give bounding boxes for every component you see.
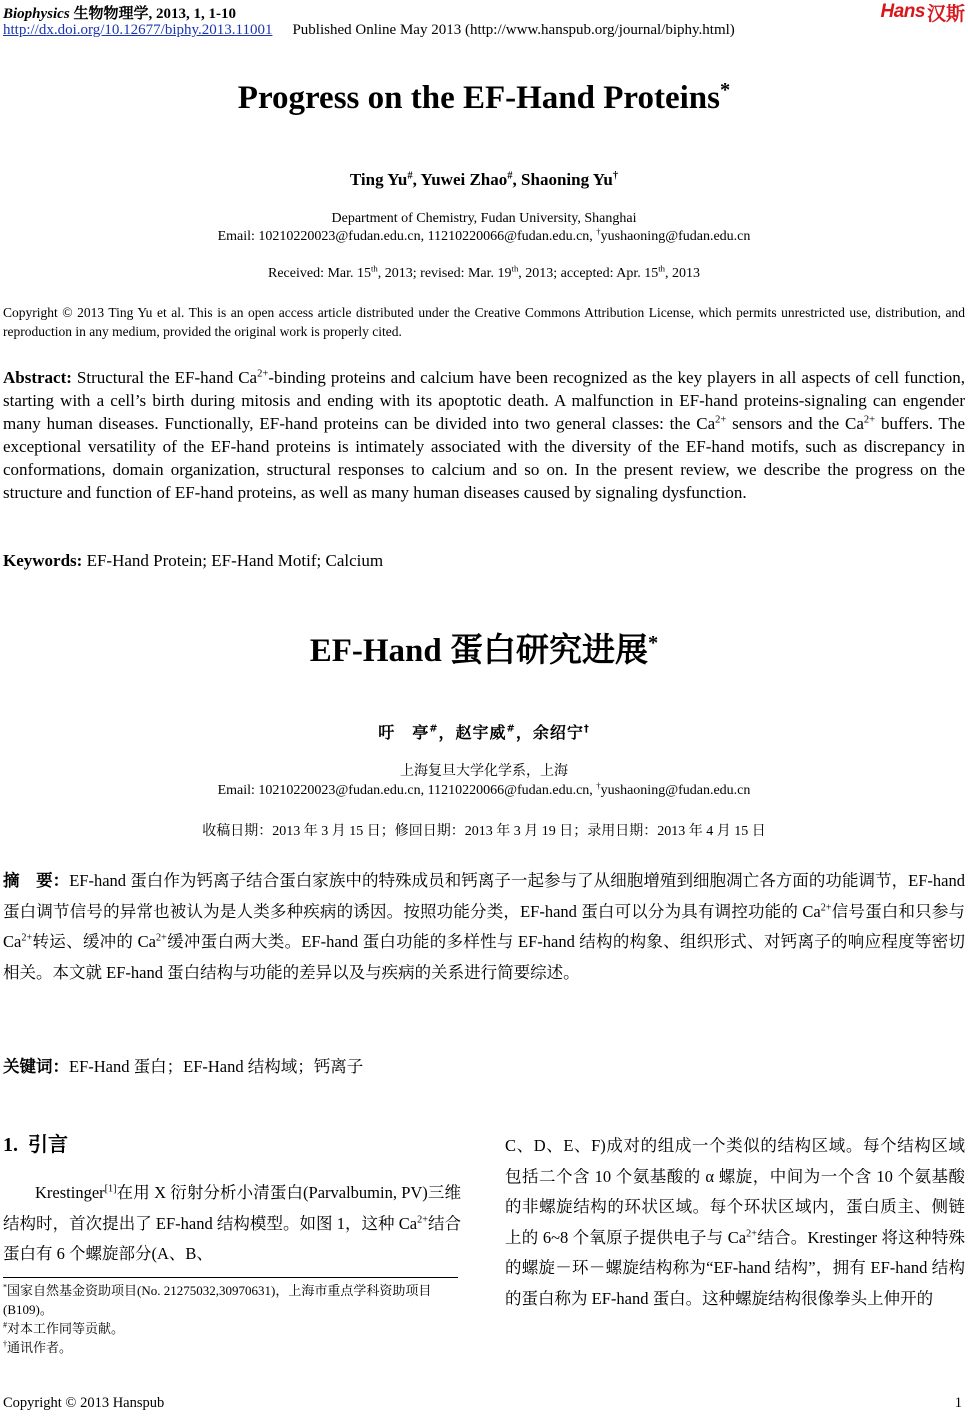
- ordinal: th: [511, 263, 519, 274]
- footnote-equal-contribution: [3, 1319, 461, 1338]
- footnote-corresponding: [3, 1338, 461, 1357]
- title-text-zh: EF-Hand 蛋白研究进展: [309, 633, 649, 669]
- abstract-label-zh: 摘 要：: [3, 871, 70, 890]
- title-text: Progress on the EF-Hand Proteins: [237, 80, 720, 116]
- page-number: 1: [954, 1395, 962, 1411]
- abstract-text-zh: 信号蛋白和只参与 Ca: [3, 901, 966, 951]
- superscript: 2+: [863, 414, 876, 426]
- abstract-label: Abstract:: [3, 368, 72, 387]
- author-2: Yuwei Zhao: [420, 170, 508, 189]
- superscript: 2+: [155, 932, 167, 944]
- received-part: , 2013; accepted: Apr. 15: [518, 266, 659, 281]
- author-sep: ,: [412, 170, 421, 189]
- superscript: 2+: [417, 1214, 428, 1225]
- section-title: 引言: [28, 1132, 68, 1156]
- copyright-notice: Copyright © 2013 Ting Yu et al. This is an open access article distributed under the Creative Commons Attribution License, which permits unrestricted use, distribution, and reproduction in any medium, provided the original work is properly cited.: [3, 305, 965, 339]
- email-line-zh: [0, 781, 968, 800]
- title-footnote-mark: *: [648, 632, 659, 654]
- author-sep: ,: [512, 170, 522, 189]
- doi-link[interactable]: http://dx.doi.org/10.12677/biphy.2013.11001: [3, 22, 273, 38]
- body-text: 结合蛋白有 6 个螺旋部分(A、B、: [3, 1213, 462, 1263]
- abstract-text-zh: 缓冲蛋白两大类。EF-hand 蛋白功能的多样性与 EF-hand 结构的构象、组织形式、对钙离子的响应程度等密切相关。本文就 EF-hand 蛋白结构与功能的差异以及与疾病的关系进行简要综述。: [3, 932, 965, 982]
- author-mark: #: [507, 170, 513, 182]
- footnote-text: 通讯作者。: [7, 1340, 73, 1355]
- abstract-text: buffers. The exceptional versatility of the EF-hand proteins is intimately associated with the diversity of the EF-hand motifs, such as discrepancy in conformations, domain organization, structural responses to calcium and so on. In the present review, we describe the progress on the structure and function of EF-hand proteins, as well as many human diseases caused by signaling dysfunction.: [3, 414, 965, 502]
- paper-title-en: [0, 80, 968, 117]
- abstract-en: [3, 366, 965, 504]
- footnote-mark: †: [3, 1339, 8, 1349]
- header-line: [3, 22, 735, 39]
- abstract-text: sensors and the Ca: [726, 414, 864, 433]
- footnotes: [3, 1281, 461, 1357]
- logo-text: Hans: [880, 1, 925, 22]
- author-1-zh: 吁 亭: [378, 723, 430, 742]
- journal-volume: , 2013, 1, 1-10: [148, 6, 236, 22]
- journal-name-en: Biophysics: [3, 6, 70, 22]
- received-part: Received: Mar. 15: [267, 266, 372, 281]
- body-text: 结合。Krestinger 将这种特殊的螺旋－环－螺旋结构称为“EF-hand 结构”，拥有 EF-hand 结构的蛋白称为 EF-hand 蛋白。这种螺旋结构很像拳头上伸开的: [505, 1227, 965, 1308]
- abstract-text: Structural the EF-hand Ca: [71, 368, 258, 387]
- keywords-zh: [3, 1053, 965, 1077]
- paper-title-zh: [0, 624, 968, 671]
- affiliation-en: [0, 210, 968, 246]
- section-heading: [3, 1128, 68, 1157]
- email-prefix: Email: 10210220023@fudan.edu.cn, 11210220066@fudan.edu.cn,: [217, 783, 597, 798]
- keywords-text: EF-Hand Protein; EF-Hand Motif; Calcium: [82, 551, 384, 570]
- email-last: yushaoning@fudan.edu.cn: [600, 229, 751, 244]
- abstract-zh: [3, 866, 965, 988]
- affiliation-text-zh: 上海复旦大学化学系，上海: [400, 764, 568, 779]
- affiliation-zh: [0, 762, 968, 800]
- section-number: 1.: [3, 1134, 18, 1156]
- author-mark: #: [506, 723, 516, 735]
- keywords-en: [3, 551, 965, 571]
- authors-en: [0, 170, 968, 190]
- authors-zh: [0, 720, 968, 743]
- abstract-text: -binding proteins and calcium have been recognized as the key players in all aspects of cell function, starting with a cell’s birth during mitosis and ending with its apoptotic death. A malfunction in EF-hand proteins-signaling can engender many human diseases. Functionally, EF-hand proteins can be divided into two general classes: the Ca: [3, 368, 965, 433]
- email-prefix: Email: 10210220023@fudan.edu.cn, 11210220066@fudan.edu.cn,: [217, 229, 597, 244]
- email-line-en: [0, 228, 968, 246]
- abstract-text-zh: 转运、缓冲的 Ca: [32, 932, 156, 951]
- received-dates-zh: 收稿日期：2013 年 3 月 15 日；修回日期：2013 年 3 月 19 日；录用日期：2013 年 4 月 15 日: [202, 824, 766, 839]
- author-mark: †: [583, 723, 590, 735]
- logo-hanzi: 汉斯: [926, 2, 965, 25]
- footnote-mark: *: [3, 1282, 8, 1292]
- ordinal: th: [658, 263, 665, 274]
- body-column-left: [3, 1178, 461, 1270]
- superscript: 2+: [820, 902, 832, 913]
- publisher-logo: [881, 1, 965, 23]
- body-text: Krestinger: [35, 1183, 105, 1202]
- footer-copyright: Copyright © 2013 Hanspub: [3, 1395, 165, 1411]
- received-dates-en: [0, 263, 968, 282]
- footnote-text: 对本工作同等贡献。: [7, 1321, 125, 1336]
- footnote-text: 国家自然基金资助项目(No. 21275032,30970631)，上海市重点学科资助项目(B109)。: [3, 1283, 432, 1317]
- body-text: C、D、E、F)成对的组成一个类似的结构区域。每个结构区域包括二个含 10 个氨基酸的 α 螺旋，中间为一个含 10 个氨基酸的非螺旋结构的环状区域。每个环状区域内，蛋白质主、侧链上的 6~8 个氧原子提供电子与 Ca: [505, 1136, 965, 1247]
- body-column-right: [505, 1131, 965, 1314]
- abstract-text-zh: EF-hand 蛋白作为钙离子结合蛋白家族中的特殊成员和钙离子一起参与了从细胞增殖到细胞凋亡各方面的功能调节，EF-hand 蛋白调节信号的异常也被认为是人类多种疾病的诱因。按照功能分类，EF-hand 蛋白可以分为具有调控功能的 Ca: [3, 871, 966, 921]
- superscript: 2+: [257, 368, 269, 380]
- superscript: 2+: [21, 932, 33, 944]
- email-mark: †: [596, 780, 601, 791]
- email-last: yushaoning@fudan.edu.cn: [600, 783, 751, 798]
- journal-citation: [3, 2, 236, 23]
- author-mark: #: [429, 723, 439, 735]
- affiliation-text: Department of Chemistry, Fudan University, Shanghai: [331, 211, 637, 226]
- keywords-label: Keywords:: [3, 551, 83, 570]
- footnote-funding: [3, 1281, 461, 1319]
- received-part: , 2013; revised: Mar. 19: [377, 266, 512, 281]
- author-1: Ting Yu: [349, 170, 408, 189]
- journal-name-zh: 生物物理学: [73, 6, 149, 22]
- footnote-divider: [3, 1277, 458, 1278]
- superscript: 2+: [746, 1228, 757, 1239]
- author-2-zh: ，赵宇威: [438, 723, 507, 742]
- author-mark: †: [612, 170, 619, 182]
- footnote-mark: #: [3, 1320, 8, 1330]
- body-text: 在用 X 衍射分析小清蛋白(Parvalbumin, PV)三维结构时，首次提出了 EF-hand 结构模型。如图 1，这种 Ca: [3, 1183, 461, 1233]
- author-3: Shaoning Yu: [521, 170, 613, 189]
- title-footnote-mark: *: [719, 79, 731, 101]
- keywords-text-zh: EF-Hand 蛋白；EF-Hand 结构域；钙离子: [69, 1057, 364, 1076]
- keywords-label-zh: 关键词：: [3, 1057, 69, 1076]
- author-3-zh: ，余绍宁: [515, 723, 584, 742]
- received-part: , 2013: [665, 266, 700, 281]
- author-mark: #: [407, 170, 413, 182]
- citation-ref[interactable]: [1]: [104, 1183, 117, 1195]
- published-online: Published Online May 2013 (http://www.hanspub.org/journal/biphy.html): [292, 22, 735, 38]
- ordinal: th: [371, 263, 378, 274]
- email-mark: †: [596, 226, 601, 237]
- superscript: 2+: [715, 414, 727, 426]
